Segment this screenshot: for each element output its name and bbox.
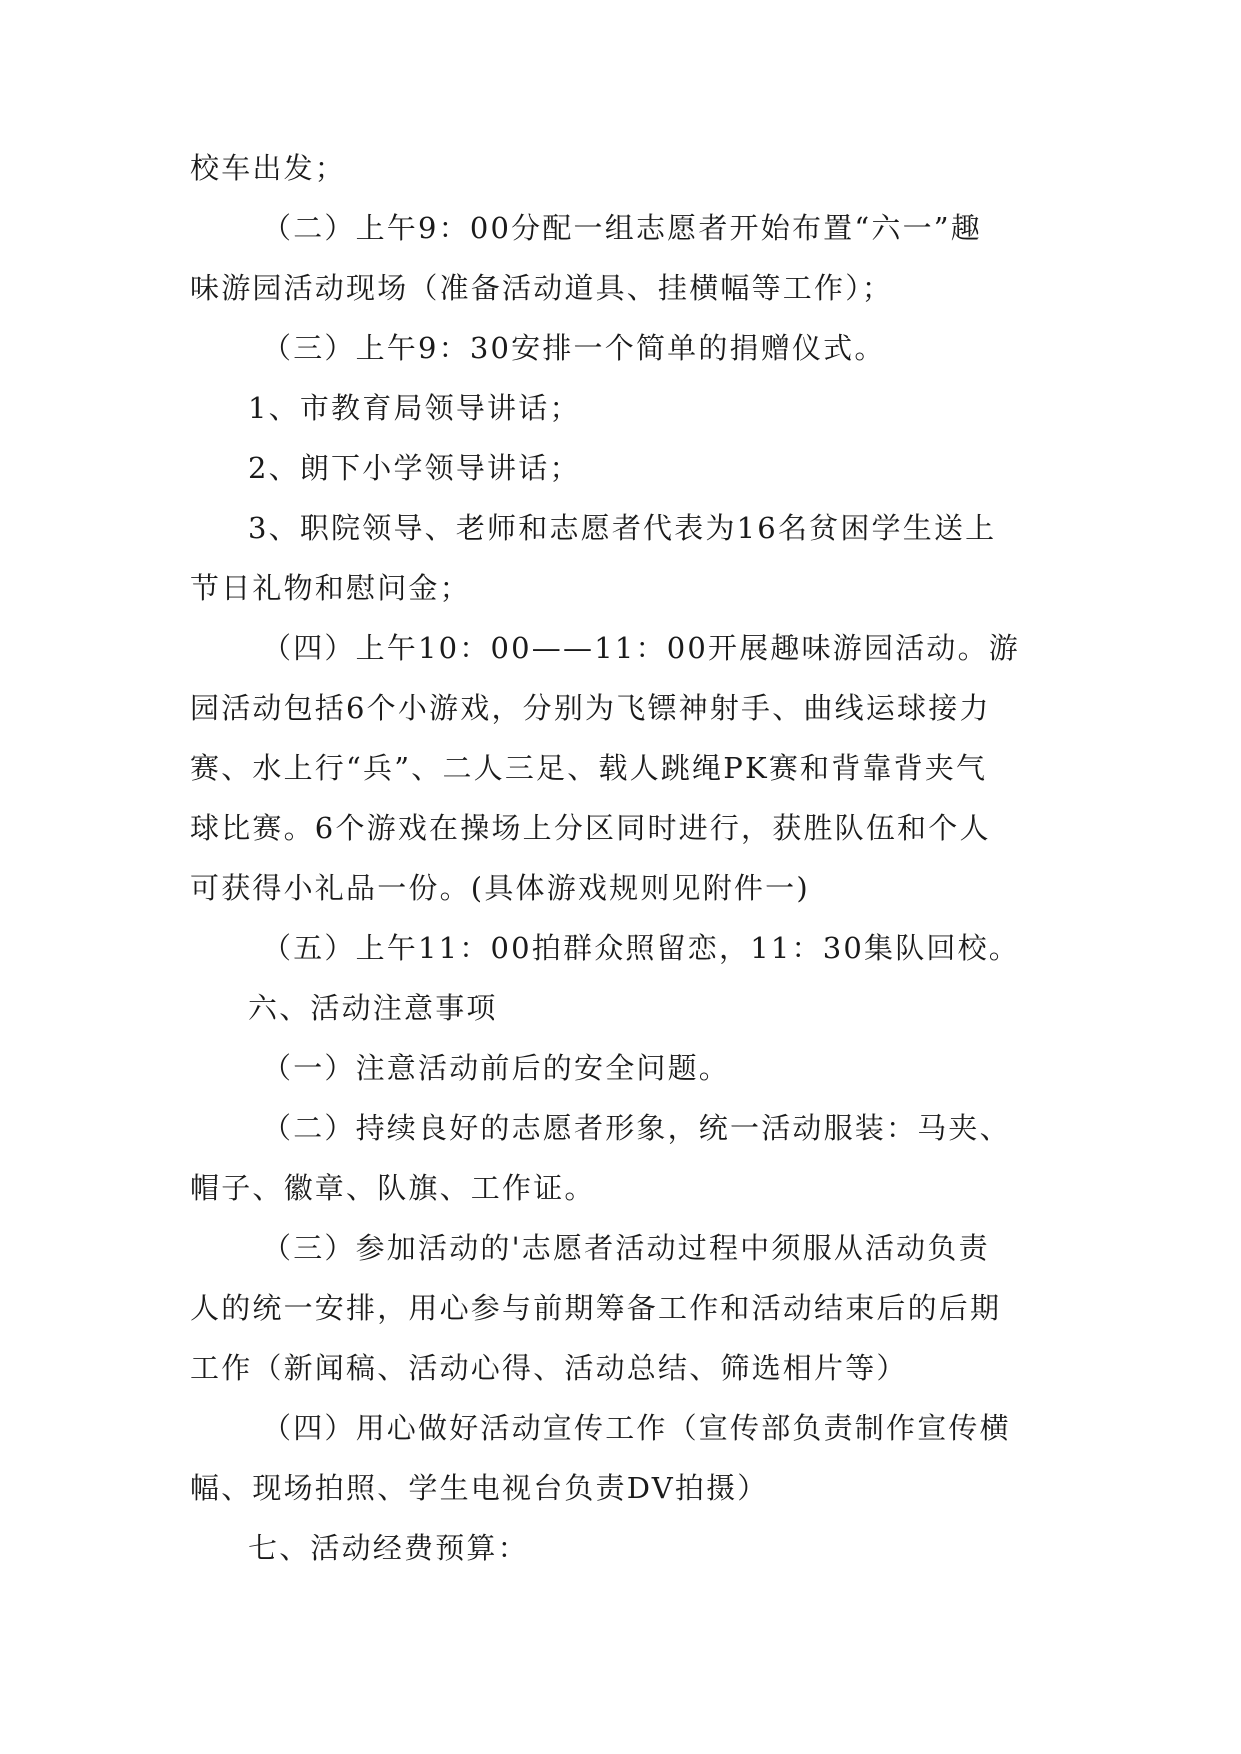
text-line: （四）用心做好活动宣传工作（宣传部负责制作宣传横 bbox=[262, 1411, 1011, 1445]
text-line: 工作（新闻稿、活动心得、活动总结、筛选相片等） bbox=[190, 1351, 908, 1385]
text-line: 1、市教育局领导讲话； bbox=[248, 391, 581, 425]
text-line: 帽子、徽章、队旗、工作证。 bbox=[190, 1171, 596, 1205]
text-line: （三）参加活动的'志愿者活动过程中须服从活动负责 bbox=[262, 1231, 990, 1265]
text-line: 人的统一安排，用心参与前期筹备工作和活动结束后的后期 bbox=[190, 1291, 1002, 1325]
section-heading: 七、活动经费预算： bbox=[248, 1531, 529, 1565]
text-line: （一）注意活动前后的安全问题。 bbox=[262, 1051, 731, 1085]
text-line: 校车出发； bbox=[190, 151, 347, 185]
text-line: （二）持续良好的志愿者形象，统一活动服装：马夹、 bbox=[262, 1111, 1011, 1145]
text-line: （四）上午10：00——11：00开展趣味游园活动。游 bbox=[262, 631, 1021, 665]
text-line: （二）上午9：00分配一组志愿者开始布置“六一”趣 bbox=[262, 211, 983, 245]
text-line: （三）上午9：30安排一个简单的捐赠仪式。 bbox=[262, 331, 886, 365]
text-line: （五）上午11：00拍群众照留恋，11：30集队回校。 bbox=[262, 931, 1021, 965]
section-heading: 六、活动注意事项 bbox=[248, 991, 498, 1025]
text-line: 味游园活动现场（准备活动道具、挂横幅等工作）； bbox=[190, 271, 894, 305]
text-line: 3、职院领导、老师和志愿者代表为16名贫困学生送上 bbox=[248, 511, 997, 545]
text-line: 球比赛。6个游戏在操场上分区同时进行，获胜队伍和个人 bbox=[190, 811, 991, 845]
text-line: 赛、水上行“兵”、二人三足、载人跳绳PK赛和背靠背夹气 bbox=[190, 751, 988, 785]
text-line: 可获得小礼品一份。(具体游戏规则见附件一) bbox=[190, 871, 810, 905]
text-line: 2、朗下小学领导讲话； bbox=[248, 451, 581, 485]
text-line: 幅、现场拍照、学生电视台负责DV拍摄） bbox=[190, 1471, 769, 1505]
text-line: 节日礼物和慰问金； bbox=[190, 571, 471, 605]
text-line: 园活动包括6个小游戏，分别为飞镖神射手、曲线运球接力 bbox=[190, 691, 991, 725]
